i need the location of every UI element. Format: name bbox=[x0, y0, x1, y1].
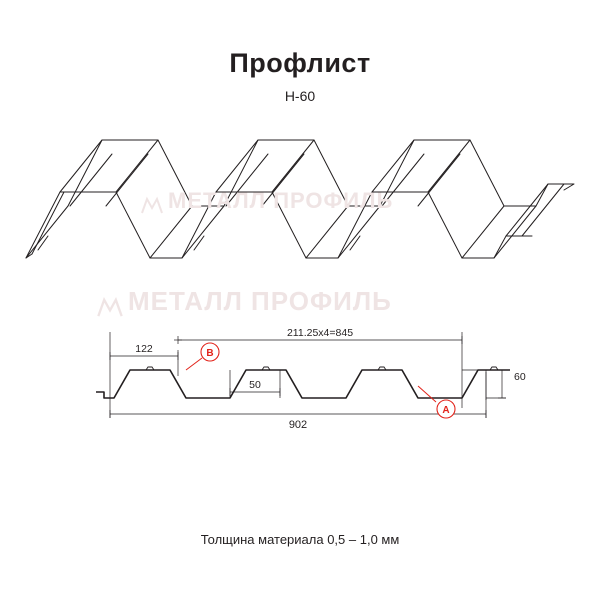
iso-sheet-outline bbox=[26, 140, 574, 258]
material-thickness-note: Толщина материала 0,5 – 1,0 мм bbox=[200, 532, 400, 547]
dimension-top-span-label: 211.25x4=845 bbox=[286, 327, 354, 339]
callout-leaders bbox=[186, 358, 436, 402]
dimension-height-label: 60 bbox=[514, 371, 526, 383]
profile-section-path bbox=[96, 370, 510, 398]
product-code: Н-60 bbox=[284, 88, 316, 104]
dimension-rib-width-label: 122 bbox=[135, 343, 153, 355]
dimension-total-width-label: 902 bbox=[288, 419, 308, 431]
technical-cross-section-drawing bbox=[90, 310, 526, 440]
isometric-profile-illustration bbox=[8, 128, 592, 273]
page-title: Профлист bbox=[229, 48, 371, 78]
watermark-text-2: МЕТАЛЛ ПРОФИЛЬ bbox=[128, 286, 392, 316]
dimension-valley-width-label: 50 bbox=[249, 379, 261, 391]
callout-b-label: B bbox=[206, 348, 214, 359]
witness-lines bbox=[110, 332, 486, 418]
watermark-text-1: МЕТАЛЛ ПРОФИЛЬ bbox=[168, 188, 394, 213]
callout-a-label: A bbox=[442, 405, 450, 416]
dimension-total-width bbox=[110, 370, 486, 418]
dimension-height bbox=[462, 370, 506, 398]
crest-stiffener-notches bbox=[146, 367, 498, 370]
